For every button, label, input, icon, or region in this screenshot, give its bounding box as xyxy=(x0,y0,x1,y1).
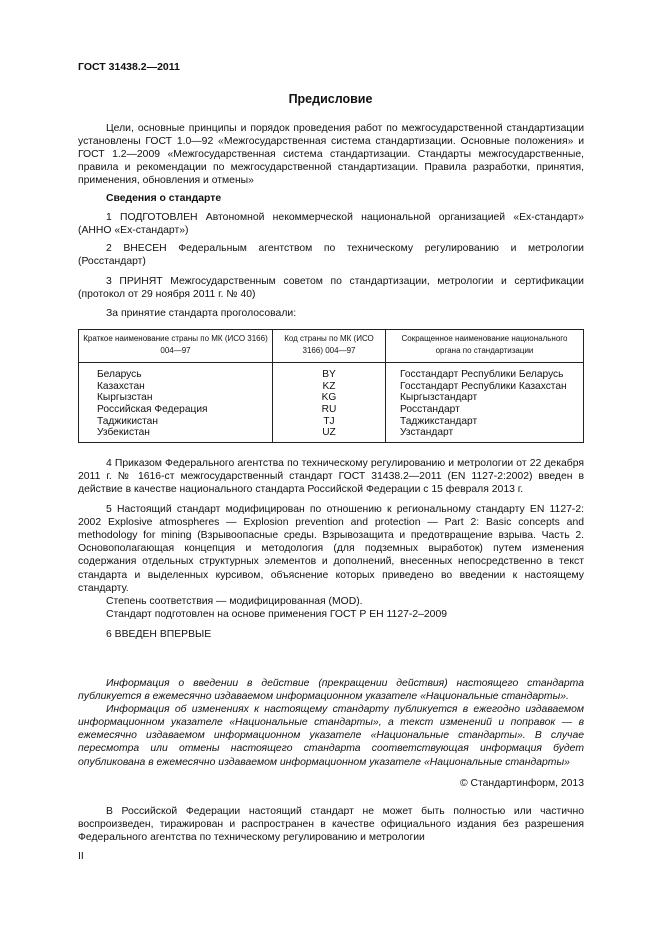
code-cell: KG xyxy=(273,392,386,404)
column-header: Сокращенное наименование национального органа по стандартизации xyxy=(386,330,584,363)
item-3: 3 ПРИНЯТ Межгосударственным советом по стандартизации, метрологии и сертификации (протокол от 29 ноября 2011 г. № 40) xyxy=(78,275,584,301)
table-row xyxy=(79,427,584,442)
body-cell: Кыргызстандарт xyxy=(386,392,584,404)
column-header: Краткое наименование страны по МК (ИСО 3166) 004—97 xyxy=(79,330,273,363)
table-row xyxy=(79,404,584,416)
info-changes: Информация об изменениях к настоящему стандарту публикуется в ежегодно издаваемом информационном указателе «Национальные стандарты», а текст изменений и поправок — в ежемесячно издаваемом информационном указателе «Национальные стандарты». В случае пересмотра или отмены настоящего стандарта соответствующая информация будет опубликована в ежемесячно издаваемом информационном указателе «Национальные стандарты» xyxy=(78,704,584,768)
item-4: 4 Приказом Федерального агентства по техническому регулированию и метрологии от 22 декабря 2011 г. № 1616-ст межгосударственный стандарт ГОСТ 31438.2—2011 (EN 1127-2:2002) введен в действие в качестве национального стандарта Российской Федерации с 15 февраля 2013 г. xyxy=(78,457,584,495)
body-cell: Таджикстандарт xyxy=(386,416,584,428)
info-heading: Сведения о стандарте xyxy=(106,193,222,205)
reproduction-notice: В Российской Федерации настоящий стандарт не может быть полностью или частично воспроизведен, тиражирован и распространен в качестве официального издания без разрешения Федерального агентства по техническому регулированию и метрологии xyxy=(78,805,584,843)
body-cell: Госстандарт Республики Казахстан xyxy=(386,381,584,393)
country-cell: Таджикистан xyxy=(79,416,273,428)
document-body xyxy=(78,122,584,863)
table-row xyxy=(79,416,584,428)
voted-label: За принятие стандарта проголосовали: xyxy=(106,308,297,320)
table-row xyxy=(79,381,584,393)
intro-paragraph: Цели, основные принципы и порядок проведения работ по межгосударственной стандартизации установлены ГОСТ 1.0—92 «Межгосударственная система стандартизации. Основные положения» и ГОСТ 1.2—2009 «Межгосударственная система стандартизации. Стандарты межгосударственные, правила и рекомендации по межгосударственной стандартизации. Правила разработки, принятия, применения, обновления и отмены» xyxy=(78,123,584,187)
country-cell: Беларусь xyxy=(79,363,273,381)
table-row xyxy=(79,363,584,381)
item-5-degree: Степень соответствия — модифицированная (MOD). xyxy=(106,595,363,607)
body-cell: Узстандарт xyxy=(386,427,584,442)
country-cell: Узбекистан xyxy=(79,427,273,442)
country-cell: Казахстан xyxy=(79,381,273,393)
column-header: Код страны по МК (ИСО 3166) 004—97 xyxy=(273,330,386,363)
voting-table xyxy=(78,329,584,443)
body-cell: Росстандарт xyxy=(386,404,584,416)
code-cell: TJ xyxy=(273,416,386,428)
document-header: ГОСТ 31438.2—2011 xyxy=(78,61,180,73)
code-cell: RU xyxy=(273,404,386,416)
code-cell: BY xyxy=(273,363,386,381)
code-cell: KZ xyxy=(273,381,386,393)
item-5: 5 Настоящий стандарт модифицирован по отношению к региональному стандарту EN 1127-2: 2002 Explosive atmospheres — Explosion prevention and protection — Part 2: Basic concepts and methodology for mining (Взрывоопасные среды. Взрывозащита и предотвращение взрыва. Часть 2. Основополагающая концепция и методология (для подземных выработок) путем изменения содержания отдельных структурных элементов и дополнений, внесенных непосредственно в текст стандарта и выделенных курсивом, объяснение которых приведено во введении к настоящему стандарту. xyxy=(78,504,584,594)
item-6: 6 ВВЕДЕН ВПЕРВЫЕ xyxy=(106,628,212,640)
info-introduction: Информация о введении в действие (прекращении действия) настоящего стандарта публикуется в ежемесячно издаваемом информационном указателе «Национальные стандарты». xyxy=(78,678,584,703)
body-cell: Госстандарт Республики Беларусь xyxy=(386,363,584,381)
page-number: II xyxy=(78,851,84,863)
item-2: 2 ВНЕСЕН Федеральным агентством по техническому регулированию и метрологии (Росстандарт) xyxy=(78,242,584,267)
page-title: Предисловие xyxy=(288,92,373,106)
item-1: 1 ПОДГОТОВЛЕН Автономной некоммерческой национальной организацией «Ех-стандарт» (АННО «Ех-стандарт») xyxy=(78,211,584,236)
code-cell: UZ xyxy=(273,427,386,442)
copyright: © Стандартинформ, 2013 xyxy=(459,777,584,789)
item-5-basis: Стандарт подготовлен на основе применения ГОСТ Р ЕН 1127-2–2009 xyxy=(106,608,448,620)
table-row xyxy=(79,392,584,404)
country-cell: Кыргызстан xyxy=(79,392,273,404)
country-cell: Российская Федерация xyxy=(79,404,273,416)
